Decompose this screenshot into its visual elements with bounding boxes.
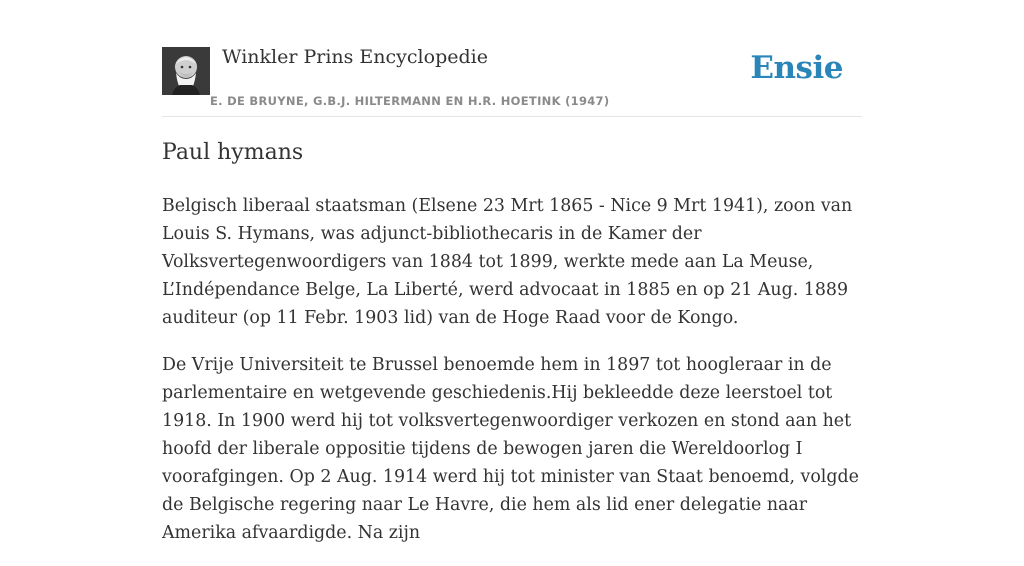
source-authors: E. DE BRUYNE, G.B.J. HILTERMANN EN H.R. HOETINK (1947) [210,94,610,108]
article-body [162,192,862,566]
ensie-logo-link[interactable]: Ensie [750,50,843,86]
source-header [162,0,862,117]
article-paragraph-2: De Vrije Universiteit te Brussel benoemde hem in 1897 tot hoogleraar in de parlementaire en wetgevende geschiedenis.Hij bekleedde deze leerstoel tot 1918. In 1900 werd hij tot volksvertegenwoordiger verkozen en stond aan het hoofd der liberale oppositie tijdens de bewogen jaren die Wereldoorlog I voorafgingen. Op 2 Aug. 1914 werd hij tot minister van Staat benoemd, volgde de Belgische regering naar Le Havre, die hem als lid ener delegatie naar Amerika afvaardigde. Na zijn [162,355,859,543]
article-paragraph-1: Belgisch liberaal staatsman (Elsene 23 Mrt 1865 - Nice 9 Mrt 1941), zoon van Louis S. Hymans, was adjunct-bibliothecaris in de Kamer der Volksvertegenwoordigers van 1884 tot 1899, werkte mede aan La Meuse, L’Indépendance Belge, La Liberté, werd advocaat in 1885 en op 21 Aug. 1889 auditeur (op 11 Febr. 1903 lid) van de Hoge Raad voor de Kongo. [162,196,853,328]
source-title[interactable]: Winkler Prins Encyclopedie [222,46,488,68]
bearded-man-portrait-icon[interactable] [162,47,210,95]
article-title: Paul hymans [162,140,304,165]
content-column [162,0,862,543]
